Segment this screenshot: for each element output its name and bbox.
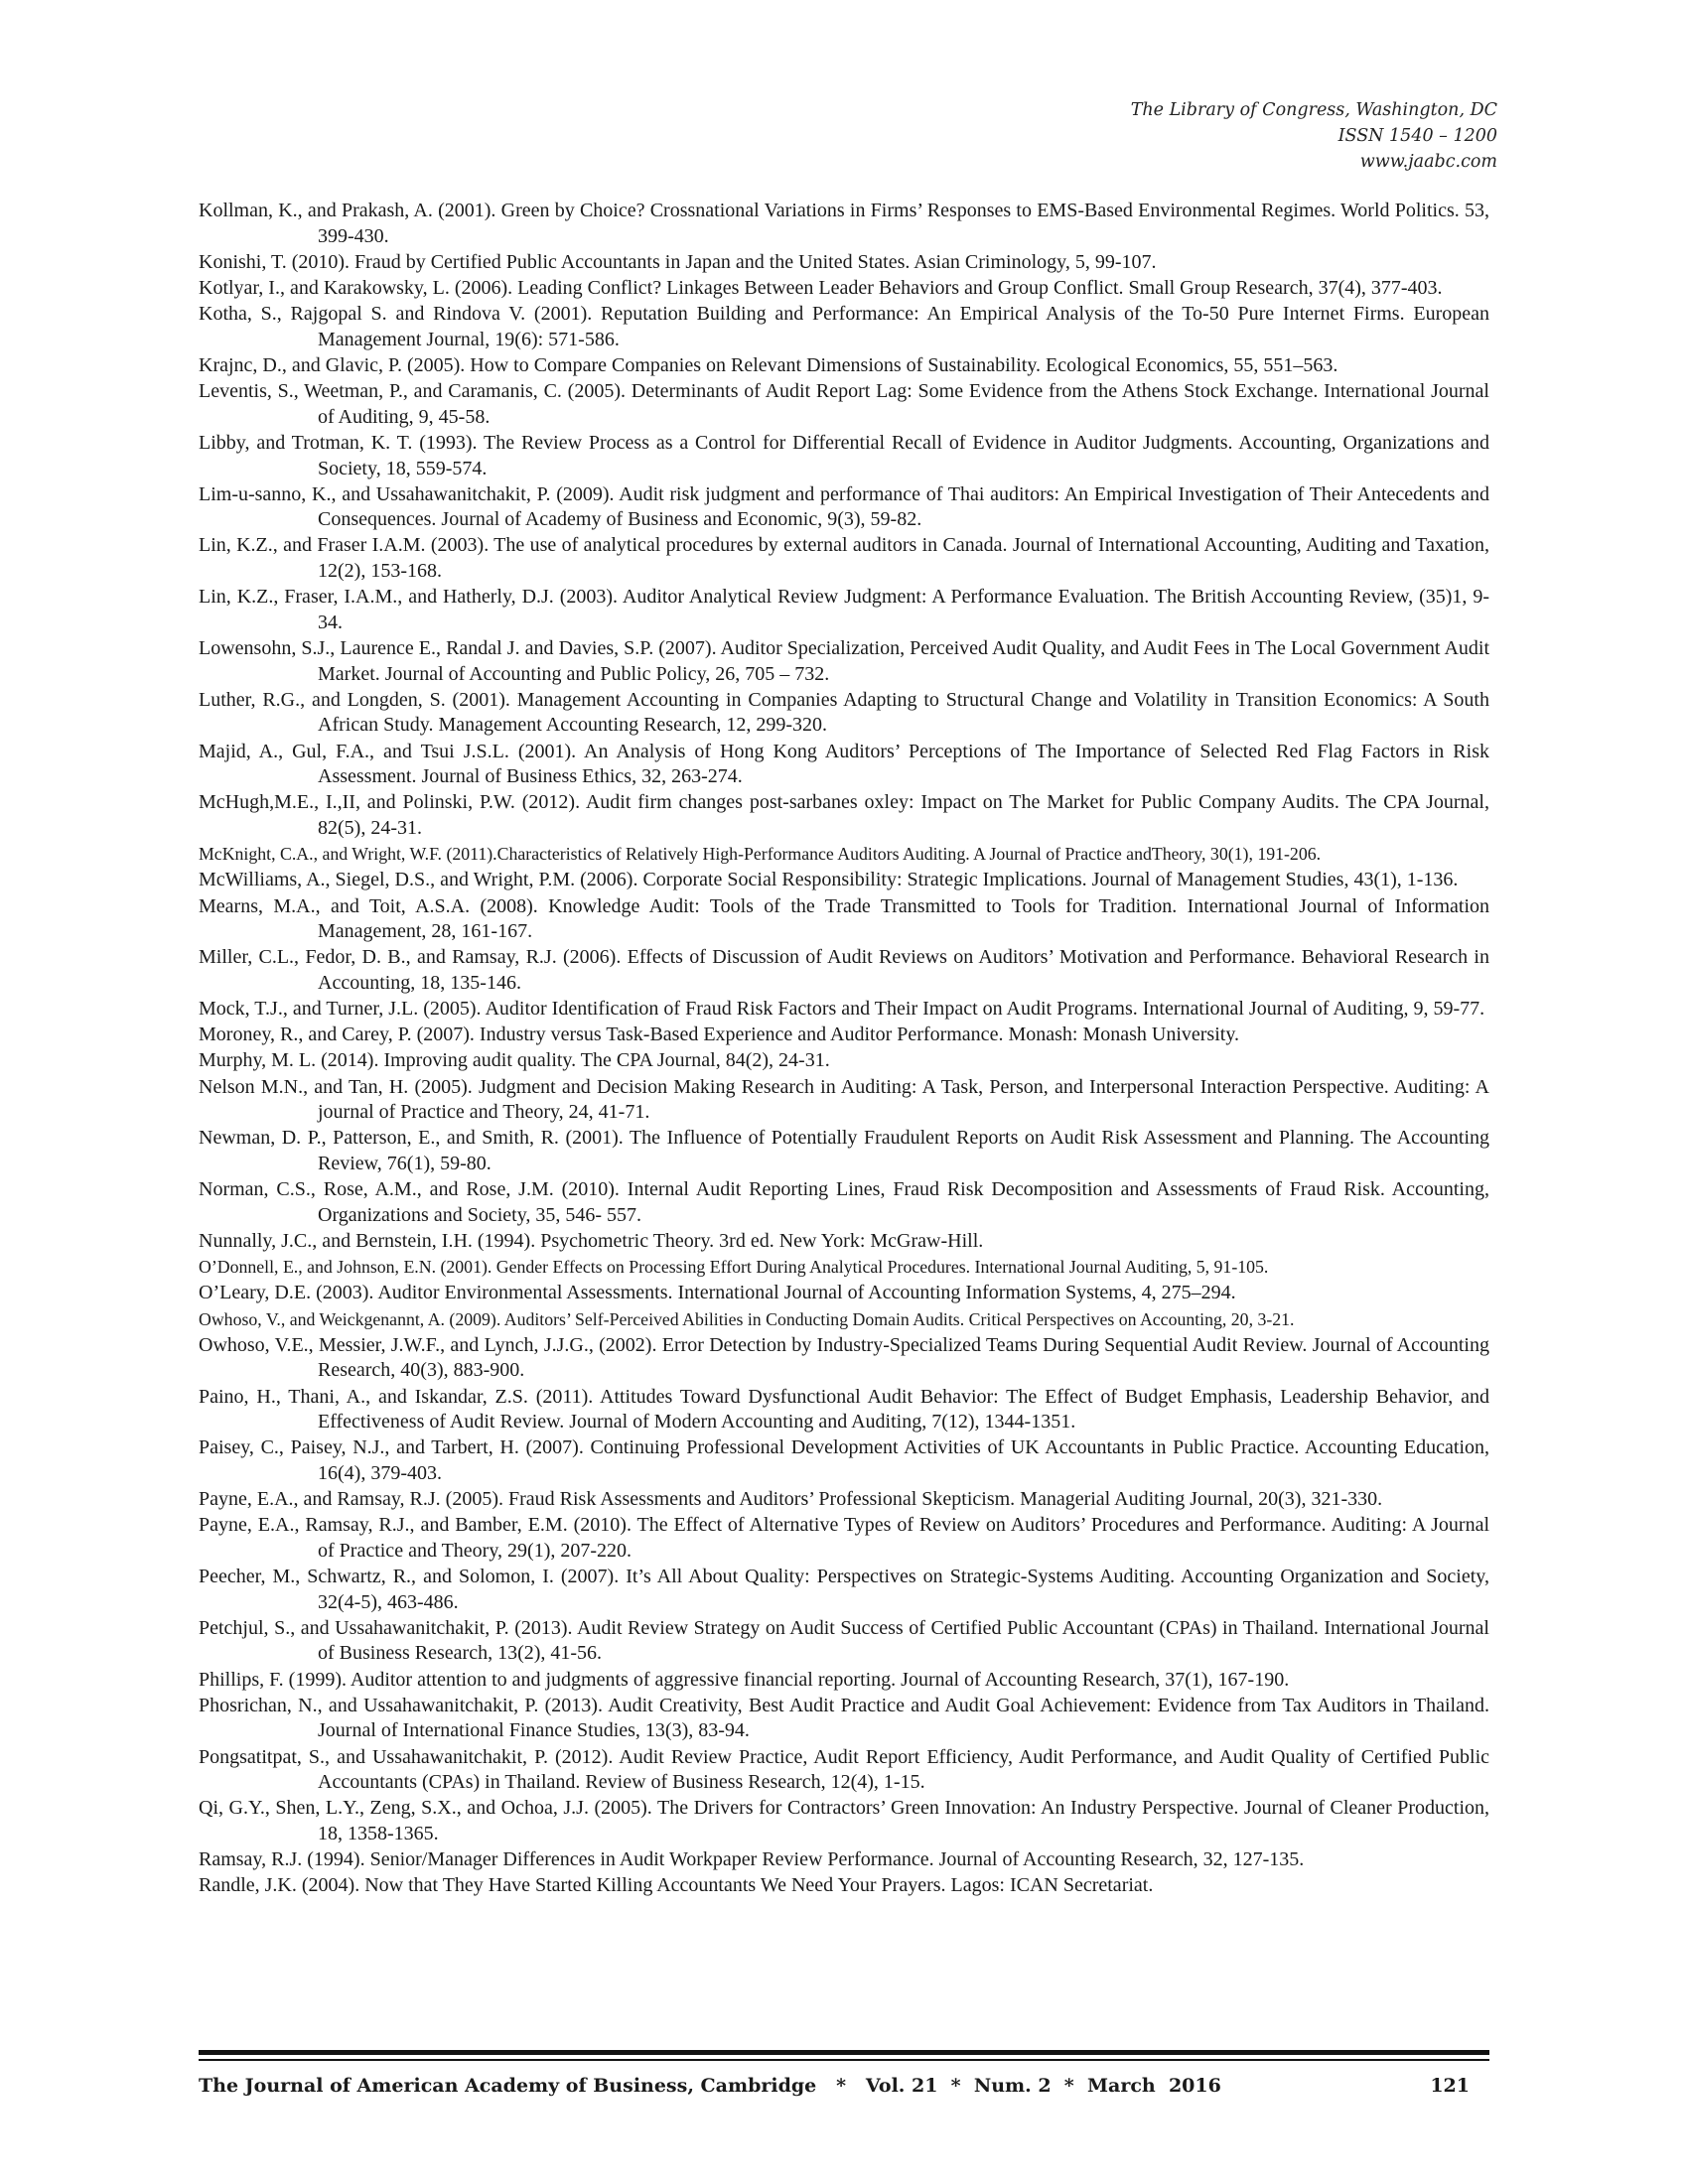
reference-item: McKnight, C.A., and Wright, W.F. (2011).Characteristics of Relatively High-Performance Auditors Auditing. A Journal of Practice andTheory, 30(1), 191-206. — [199, 844, 1322, 865]
reference-item: Petchjul, S., and Ussahawanitchakit, P. (2013). Audit Review Strategy on Audit Success of Certified Public Accountant (CPAs) in Thailand. International Journal of Business Research, 13(2), 41-56. — [199, 1616, 1489, 1665]
reference-item: Krajnc, D., and Glavic, P. (2005). How to Compare Companies on Relevant Dimensions of Sustainability. Ecological Economics, 55, 551–563. — [199, 353, 1338, 376]
reference-item: Kotha, S., Rajgopal S. and Rindova V. (2001). Reputation Building and Performance: An Empirical Analysis of the To-50 Pure Internet Firms. European Management Journal, 19(6): 571-586. — [199, 303, 1489, 350]
reference-item: Libby, and Trotman, K. T. (1993). The Review Process as a Control for Differential Recall of Evidence in Auditor Judgments. Accounting, Organizations and Society, 18, 559-574. — [199, 431, 1489, 479]
reference-item: Konishi, T. (2010). Fraud by Certified Public Accountants in Japan and the United States. Asian Criminology, 5, 99-107. — [199, 250, 1157, 273]
page-header — [1131, 97, 1497, 175]
reference-item: O’Donnell, E., and Johnson, E.N. (2001). Gender Effects on Processing Effort During Analytical Procedures. International Journal Auditing, 5, 91-105. — [199, 1257, 1269, 1278]
reference-item: Pongsatitpat, S., and Ussahawanitchakit, P. (2012). Audit Review Practice, Audit Report Efficiency, Audit Performance, and Audit Quality of Certified Public Accountants (CPAs) in Thailand. Review of Business Research, 12(4), 1-15. — [199, 1745, 1489, 1794]
reference-item: Lowensohn, S.J., Laurence E., Randal J. and Davies, S.P. (2007). Auditor Specialization, Perceived Audit Quality, and Audit Fees in The Local Government Audit Market. Journal of Accounting and Public Policy, 26, 705 – 732. — [199, 637, 1489, 685]
reference-item: Leventis, S., Weetman, P., and Caramanis, C. (2005). Determinants of Audit Report Lag: Some Evidence from the Athens Stock Exchange. International Journal of Auditing, 9, 45-58. — [199, 380, 1489, 428]
reference-item: Moroney, R., and Carey, P. (2007). Industry versus Task-Based Experience and Auditor Performance. Monash: Monash University. — [199, 1024, 1240, 1046]
reference-item: McHugh,M.E., I.,II, and Polinski, P.W. (2012). Audit firm changes post-sarbanes oxley: Impact on The Market for Public Company Audits. The CPA Journal, 82(5), 24-31. — [199, 791, 1489, 839]
reference-item: Paino, H., Thani, A., and Iskandar, Z.S. (2011). Attitudes Toward Dysfunctional Audit Behavior: The Effect of Budget Emphasis, Leadership Behavior, and Effectiveness of Audit Review. Journal of Modern Accounting and Auditing, 7(12), 1344-1351. — [199, 1385, 1489, 1433]
reference-item: Phosrichan, N., and Ussahawanitchakit, P. (2013). Audit Creativity, Best Audit Practice and Audit Goal Achievement: Evidence from Tax Auditors in Thailand. Journal of International Finance Studies, 13(3), 83-94. — [199, 1694, 1489, 1742]
reference-item: Majid, A., Gul, F.A., and Tsui J.S.L. (2001). An Analysis of Hong Kong Auditors’ Perceptions of The Importance of Selected Red Flag Factors in Risk Assessment. Journal of Business Ethics, 32, 263-274. — [199, 740, 1489, 788]
reference-item: Mock, T.J., and Turner, J.L. (2005). Auditor Identification of Fraud Risk Factors and Their Impact on Audit Programs. International Journal of Auditing, 9, 59-77. — [199, 998, 1485, 1021]
footer-divider-thick — [199, 2050, 1489, 2055]
header-library-line: The Library of Congress, Washington, DC — [1130, 100, 1497, 120]
reference-item: Owhoso, V.E., Messier, J.W.F., and Lynch, J.J.G., (2002). Error Detection by Industry-Specialized Teams During Sequential Audit Review. Journal of Accounting Research, 40(3), 883-900. — [199, 1333, 1489, 1382]
reference-item: Kollman, K., and Prakash, A. (2001). Green by Choice? Crossnational Variations in Firms’ Responses to EMS-Based Environmental Regimes. World Politics. 53, 399-430. — [199, 200, 1489, 247]
footer-divider-thin — [199, 2059, 1489, 2061]
reference-item: Luther, R.G., and Longden, S. (2001). Management Accounting in Companies Adapting to Structural Change and Volatility in Transition Economics: A South African Study. Management Accounting Research, 12, 299-320. — [199, 688, 1489, 737]
reference-item: Ramsay, R.J. (1994). Senior/Manager Differences in Audit Workpaper Review Performance. Journal of Accounting Research, 32, 127-135. — [199, 1848, 1305, 1871]
reference-item: Payne, E.A., Ramsay, R.J., and Bamber, E.M. (2010). The Effect of Alternative Types of Review on Auditors’ Procedures and Performance. Auditing: A Journal of Practice and Theory, 29(1), 207-220. — [199, 1514, 1489, 1562]
reference-item: Newman, D. P., Patterson, E., and Smith, R. (2001). The Influence of Potentially Fraudulent Reports on Audit Risk Assessment and Planning. The Accounting Review, 76(1), 59-80. — [199, 1127, 1489, 1175]
reference-item: Lin, K.Z., Fraser, I.A.M., and Hatherly, D.J. (2003). Auditor Analytical Review Judgment: A Performance Evaluation. The British Accounting Review, (35)1, 9-34. — [199, 586, 1489, 633]
reference-item: Peecher, M., Schwartz, R., and Solomon, I. (2007). It’s All About Quality: Perspectives on Strategic-Systems Auditing. Accounting Organization and Society, 32(4-5), 463-486. — [199, 1566, 1489, 1613]
reference-item: Randle, J.K. (2004). Now that They Have Started Killing Accountants We Need Your Prayers. Lagos: ICAN Secretariat. — [199, 1874, 1154, 1897]
reference-item: Owhoso, V., and Weickgenannt, A. (2009). Auditors’ Self-Perceived Abilities in Conducting Domain Audits. Critical Perspectives on Accounting, 20, 3-21. — [199, 1308, 1295, 1329]
reference-item: Nunnally, J.C., and Bernstein, I.H. (1994). Psychometric Theory. 3rd ed. New York: McGraw-Hill. — [199, 1230, 984, 1252]
reference-item: Murphy, M. L. (2014). Improving audit quality. The CPA Journal, 84(2), 24-31. — [199, 1049, 830, 1072]
reference-item: Nelson M.N., and Tan, H. (2005). Judgment and Decision Making Research in Auditing: A Task, Person, and Interpersonal Interaction Perspective. Auditing: A journal of Practice and Theory, 24, 41-71. — [199, 1075, 1489, 1124]
reference-item: O’Leary, D.E. (2003). Auditor Environmental Assessments. International Journal of Accounting Information Systems, 4, 275–294. — [199, 1282, 1236, 1304]
reference-list — [199, 199, 1489, 1900]
reference-item: McWilliams, A., Siegel, D.S., and Wright, P.M. (2006). Corporate Social Responsibility: Strategic Implications. Journal of Management Studies, 43(1), 1-136. — [199, 869, 1459, 891]
reference-item: Norman, C.S., Rose, A.M., and Rose, J.M. (2010). Internal Audit Reporting Lines, Fraud Risk Decomposition and Assessments of Fraud Risk. Accounting, Organizations and Society, 35, 546- 557. — [199, 1178, 1489, 1226]
reference-item: Qi, G.Y., Shen, L.Y., Zeng, S.X., and Ochoa, J.J. (2005). The Drivers for Contractors’ Green Innovation: An Industry Perspective. Journal of Cleaner Production, 18, 1358-1365. — [199, 1797, 1489, 1844]
footer-journal-citation: The Journal of American Academy of Business, Cambridge * Vol. 21 * Num. 2 * March 2016 — [199, 2075, 1221, 2097]
reference-item: Miller, C.L., Fedor, D. B., and Ramsay, R.J. (2006). Effects of Discussion of Audit Reviews on Auditors’ Motivation and Performance. Behavioral Research in Accounting, 18, 135-146. — [199, 946, 1489, 994]
reference-item: Mearns, M.A., and Toit, A.S.A. (2008). Knowledge Audit: Tools of the Trade Transmitted to Tools for Tradition. International Journal of Information Management, 28, 161-167. — [199, 894, 1489, 943]
reference-item: Lin, K.Z., and Fraser I.A.M. (2003). The use of analytical procedures by external auditors in Canada. Journal of International Accounting, Auditing and Taxation, 12(2), 153-168. — [199, 534, 1489, 583]
reference-item: Phillips, F. (1999). Auditor attention to and judgments of aggressive financial reporting. Journal of Accounting Research, 37(1), 167-190. — [199, 1668, 1290, 1691]
reference-item: Lim-u-sanno, K., and Ussahawanitchakit, P. (2009). Audit risk judgment and performance of Thai auditors: An Empirical Investigation of Their Antecedents and Consequences. Journal of Academy of Business and Economic, 9(3), 59-82. — [199, 482, 1489, 531]
reference-item: Payne, E.A., and Ramsay, R.J. (2005). Fraud Risk Assessments and Auditors’ Professional Skepticism. Managerial Auditing Journal, 20(3), 321-330. — [199, 1488, 1383, 1511]
page-number: 121 — [1430, 2075, 1470, 2097]
header-issn-line: ISSN 1540 – 1200 — [1337, 126, 1497, 146]
header-website-line: www.jaabc.com — [1359, 152, 1497, 172]
reference-item: Kotlyar, I., and Karakowsky, L. (2006). Leading Conflict? Linkages Between Leader Behaviors and Group Conflict. Small Group Research, 37(4), 377-403. — [199, 276, 1443, 299]
reference-item: Paisey, C., Paisey, N.J., and Tarbert, H. (2007). Continuing Professional Development Activities of UK Accountants in Public Practice. Accounting Education, 16(4), 379-403. — [199, 1436, 1489, 1484]
